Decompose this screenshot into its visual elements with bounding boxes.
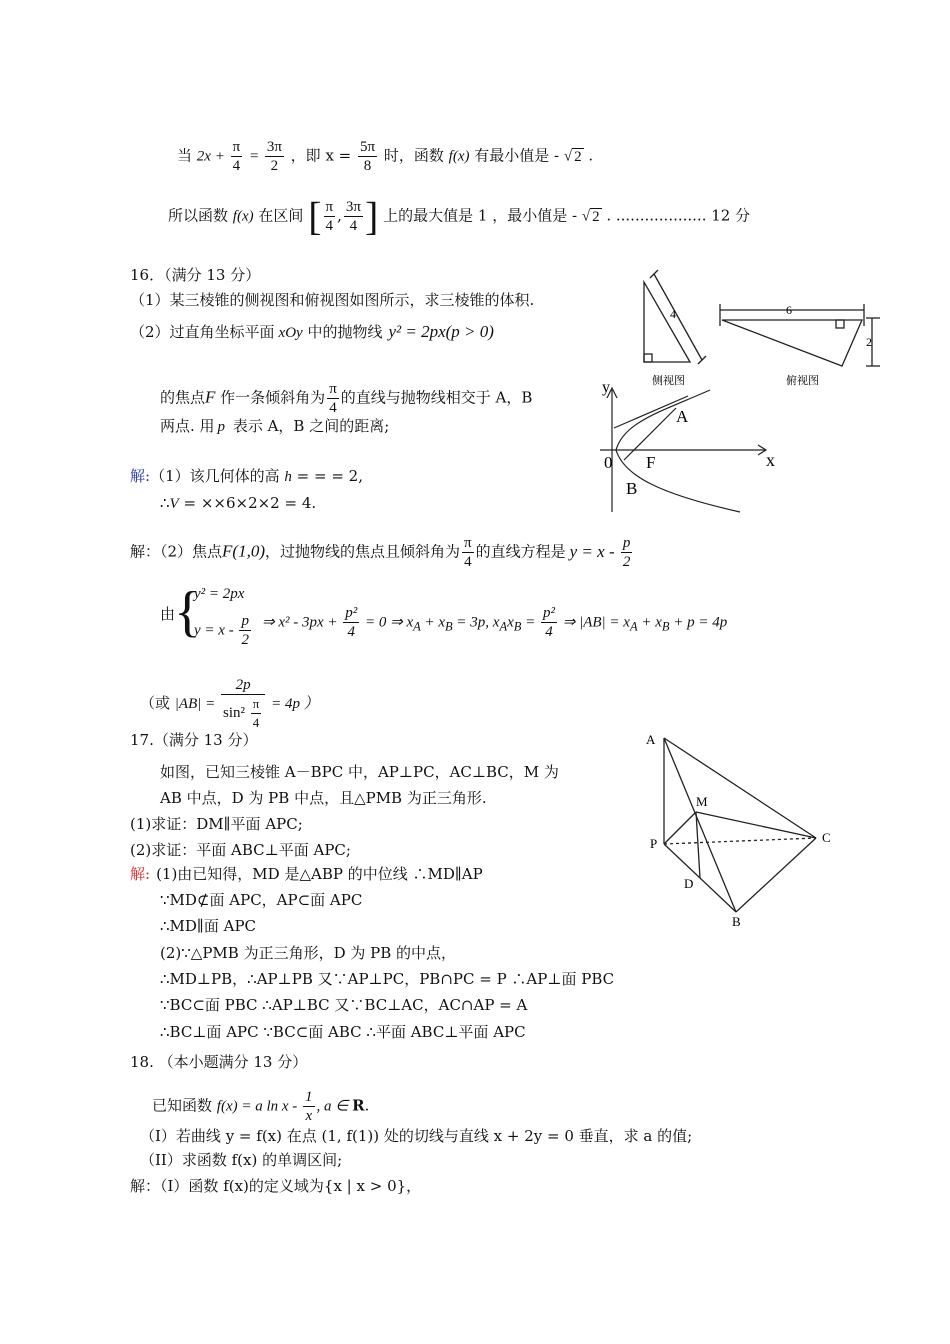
q16-figures [590,262,890,517]
origin-label: 0 [604,453,613,472]
q18-part2: （II）求函数 f(x) 的单调区间; [140,1151,343,1169]
fraction: $\frac{\pi}{4}$ [325,199,334,234]
q18-function: 已知函数 f(x) = a ln x - $\frac{1}{x}$ , a ∈ R. [152,1089,370,1124]
text: . [588,146,594,165]
math: f(x) [232,208,254,225]
q17-solution: (2)∵△PMB 为正三角形，D 为 PB 的中点， [160,944,457,962]
vertex-p-label: P [650,836,658,851]
q17-pyramid-figure [640,726,840,936]
q16-solution-2: 解：（2）焦点F(1,0)，过抛物线的焦点且倾斜角为 $\frac{\pi}{4}$ 的直线方程是 y = x - $\frac{p}{2}$ [130,535,631,570]
top-label-6: 6 [786,303,792,317]
q17-solution-1: 解: (1)由已知得，MD 是△ABP 的中位线 ∴MD∥AP [130,865,483,883]
text: 所以函数 [168,206,233,225]
q17-solution: ∴MD⊥PB，∴AP⊥PB 又∵AP⊥PC，PB∩PC = P ∴AP⊥面 PBC [160,970,615,988]
point-a-label: A [676,407,689,426]
axis-y-label: y [602,379,610,396]
equation: y = x - $\frac{p}{2}$ [194,613,249,648]
q17-solution: ∴BC⊥面 APC ∵BC⊂面 ABC ∴平面 ABC⊥平面 APC [160,1023,526,1041]
q16-heading: 16．（满分 13 分） [130,266,261,284]
sqrt: √ 2 [563,148,582,165]
sqrt: √ 2 [581,208,600,225]
derivation: ⇒ x² - 3px + $\frac{\text{p²}}{4}$ = 0 ⇒ $x_A + x_B = 3p$, $x_Ax_B$ = $\frac{\text{p²}}{4}$ ⇒ $|AB| = x_A + x_B + p = 4p$ [262,605,728,640]
text: 有最小值是 - [474,146,564,165]
brace: { [174,581,201,643]
text: - [571,206,582,225]
q16-part1: （1）某三棱锥的侧视图和俯视图如图所示，求三棱锥的体积. [130,291,535,309]
top-view-caption: 俯视图 [786,375,819,387]
math: 2x + [196,148,229,165]
vertex-a-label: A [646,732,656,747]
interval-line: 所以函数 f(x) 在区间 [ $\frac{\pi}{4}$ , $\frac{3\pi}{4}$ ] 上的最大值是 1 ，最小值是 - √ 2 . ................... 12 分 [168,193,751,239]
text: 时，函数 [383,146,449,165]
point-f-label: F [646,453,656,472]
top-label-2: 2 [866,335,872,349]
point-b-label: B [626,479,638,498]
side-label-4: 4 [670,307,676,321]
q16-part2-cont: 的焦点F 作一条倾斜角为 $\frac{\pi}{4}$ 的直线与抛物线相交于 A，B [160,381,533,416]
q16-part2: （2）过直角坐标平面 xOy 中的抛物线 y² = 2px(p > 0) [130,322,494,341]
q17-prove-2: (2)求证：平面 ABC⊥平面 APC; [130,841,351,859]
q17-text: AB 中点，D 为 PB 中点，且△PMB 为正三角形. [160,789,487,807]
alt-solution: （或 |AB| = 2p sin² $\frac{\pi}{4}$ = 4p ） [140,677,319,730]
vertex-c-label: C [822,830,831,845]
q17-prove-1: (1)求证：DM∥平面 APC; [130,815,303,833]
fraction: $\frac{3\pi}{4}$ [345,199,361,234]
q17-text: 如图，已知三棱锥 A－BPC 中，AP⊥PC，AC⊥BC，M 为 [160,763,559,781]
q18-heading: 18. （本小题满分 13 分） [130,1053,308,1071]
math: = [248,148,263,165]
vertex-b-label: B [732,914,741,929]
text: 由 [160,605,176,623]
equation: y² = 2px [194,586,245,602]
fraction: $\frac{5\pi}{8}$ [360,139,376,174]
point-m-label: M [696,794,708,809]
text: 上的最大值是 [383,206,474,225]
text: . ................... 12 分 [606,206,751,225]
q18-part1: （I）若曲线 y = f(x) 在点 (1, f(1)) 处的切线与直线 x + 2y = 0 垂直，求 a 的值; [140,1127,693,1145]
text: 当 [177,146,193,165]
fraction: $\frac{3\pi}{2}$ [266,139,282,174]
top-view-figure [720,304,880,366]
q18-solution: 解：（I）函数 f(x)的定义域为{x | x > 0}， [130,1177,422,1195]
q16-solution-volume: ∴V = ××6×2×2 = 4. [160,494,317,512]
point-d-label: D [684,876,694,891]
q17-solution: ∴MD∥面 APC [160,917,257,935]
min-value-line [177,138,593,175]
axis-x-label: x [766,450,775,470]
q17-solution: ∵BC⊂面 PBC ∴AP⊥BC 又∵BC⊥AC，AC∩AP = A [160,996,528,1014]
q16-part2-end: 两点. 用 p 表示 A，B 之间的距离; [160,417,390,435]
fraction: $\frac{\pi}{4}$ [232,139,241,174]
text: 1 [477,206,488,225]
side-view-caption: 侧视图 [652,375,685,387]
q17-heading: 17.（满分 13 分） [130,731,258,749]
text: 在区间 [258,206,304,225]
text: ，即 x = [290,146,357,165]
q17-solution: ∵MD⊄面 APC，AP⊂面 APC [160,891,363,909]
q16-solution-1: 解:（1）该几何体的高 h = = = 2, [130,467,363,485]
text: ，最小值是 [492,206,568,225]
math: f(x) [448,148,470,165]
